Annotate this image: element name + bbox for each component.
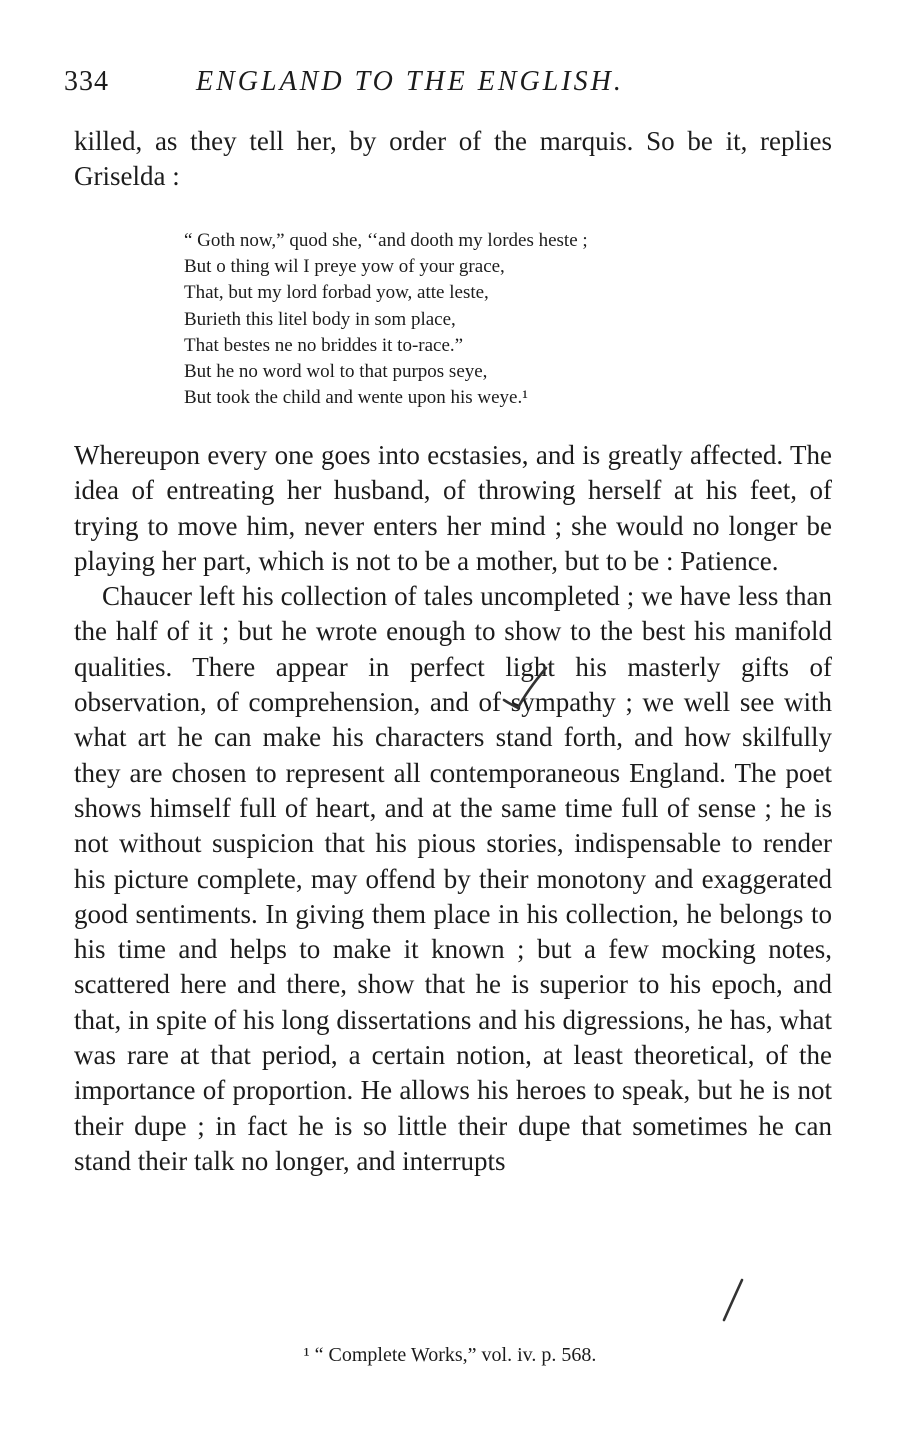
paragraph-chaucer: Chaucer left his collection of tales uncompleted ; we have less than the half of it ; but he wrote enough to show to the best his manifold qualities. There appear in perfect light his masterly gifts of observation, of comprehension, and of sympathy ; we well see with what art he can make his characters stand forth, and how skilfully they are chosen to represent all contemporaneous England. The poet shows himself full of heart, and at the same time full of sense ; he is not without suspicion that his pious stories, indispensable to render his picture complete, may offend by their monotony and exaggerated good sentiments. In giving them place in his collection, he belongs to his time and helps to make it known ; but a few mocking notes, scattered here and there, show that he is superior to his epoch, and that, in spite of his long dissertations and his digressions, he has, what was rare at that period, a certain notion, at least theoretical, of the importance of proportion. He allows his heroes to speak, but he is not their dupe ; in fact he is so little their dupe that sometimes he can stand their talk no longer, and interrupts [74,581,832,1176]
paragraph-continuation [74,124,832,195]
verse-line: But o thing wil I preye yow of your grace, [184,256,505,278]
running-title: ENGLAND TO THE ENGLISH. [196,66,624,97]
handwritten-slash-mark-icon [720,1276,746,1324]
page-number: 334 [64,66,109,97]
verse-line: That bestes ne no briddes it to-race.” [184,334,464,356]
verse-line: Burieth this litel body in som place, [184,308,456,330]
verse-quotation [184,228,744,411]
verse-line: That, but my lord forbad yow, atte leste, [184,282,489,304]
main-text [74,438,832,1179]
verse-line: “ Goth now,” quod she, ‘‘and dooth my lordes heste ; [184,230,588,251]
footnote: ¹ “ Complete Works,” vol. iv. p. 568. [303,1344,597,1366]
page-header [64,66,844,106]
paragraph-text: killed, as they tell her, by order of the marquis. So be it, replies Griselda : [74,126,832,192]
verse-line: But took the child and wente upon his weye.¹ [184,387,528,409]
paragraph-whereupon: Whereupon every one goes into ecstasies, and is greatly affected. The idea of entreating her husband, of throwing herself at his feet, of trying to move him, never enters her mind ; she would no longer be playing her part, which is not to be a mother, but to be : Patience. [74,440,832,576]
verse-line: But he no word wol to that purpos seye, [184,361,488,383]
